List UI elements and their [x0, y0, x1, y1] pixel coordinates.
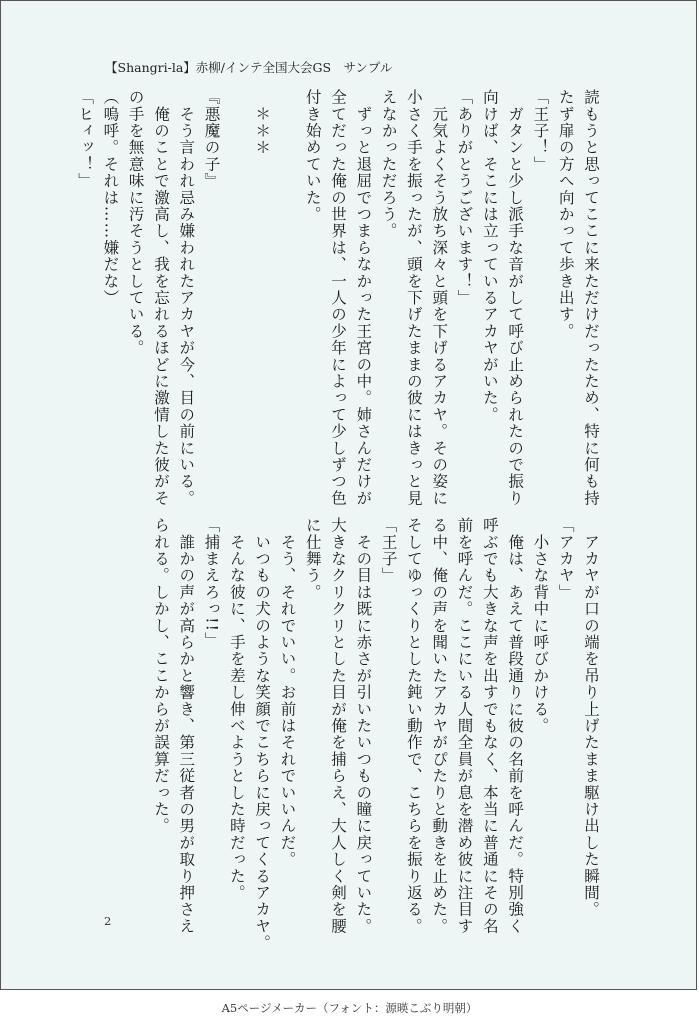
- text-column: その目は既に赤さが引いたいつもの瞳に戻っていた。: [354, 517, 373, 935]
- text-column: そしてゆっくりとした鈍い動作で、こちらを振り返る。: [404, 517, 423, 935]
- text-column: たず扉の方へ向かって歩き出す。: [556, 89, 575, 340]
- footer-credit: A5ページメーカー（フォント：源暎こぶり明朝）: [221, 1001, 478, 1015]
- text-column: に仕舞う。: [303, 517, 322, 601]
- text-column: 小さな背中に呼びかける。: [531, 517, 550, 735]
- text-column: 「捕まえろっ!!」: [202, 517, 221, 649]
- text-column: アカヤが口の端を吊り上げたまま駆け出した瞬間。: [582, 517, 600, 918]
- text-column: [224, 89, 249, 489]
- text-column: そんな彼に、手を差し伸べようとした時だった。: [227, 517, 246, 902]
- text-column: 小さく手を振ったが、頭を下げたままの彼にはきっと見: [404, 89, 423, 507]
- text-column: 「王子」: [379, 517, 398, 584]
- text-column: いつもの犬のような笑顔でこちらに戻ってくるアカヤ。: [253, 517, 272, 952]
- text-column: の手を無意味に汚そうとしている。: [126, 89, 145, 357]
- text-column: 前を呼んだ。ここにいる人間全員が息を潜め彼に注目す: [455, 517, 474, 935]
- text-column: 「アカヤ」: [556, 517, 575, 601]
- text-column: 大きなクリクリとした目が俺を捕らえ、大人しく剣を腰: [329, 517, 348, 935]
- text-block-upper: [72, 89, 603, 507]
- text-column: 向けば、そこには立っているアカヤがいた。: [480, 89, 499, 423]
- text-column: ガタンと少し派手な音がして呼び止められたので振り: [506, 89, 525, 507]
- text-column: る中、俺の声を聞いたアカヤがぴたりと動きを止めた。: [430, 517, 449, 935]
- text-column: [274, 89, 299, 489]
- text-column: 「王子！」: [531, 89, 550, 173]
- text-column: えなかっただろう。: [379, 89, 398, 240]
- text-column: 誰かの声が高らかと響き、第三従者の男が取り押さえ: [177, 517, 196, 935]
- text-column: 元気よくそう放ち深々と頭を下げるアカヤ。その姿に: [430, 89, 449, 507]
- text-column: 呼ぶでも大きな声を出すでもなく、本当に普通にその名: [480, 517, 499, 935]
- text-column: 読もうと思ってここに来ただけだったため、特に何も持: [582, 89, 600, 507]
- text-column: 俺は、あえて普段通りに彼の名前を呼んだ。特別強く: [506, 517, 525, 935]
- text-column: 全てだった俺の世界は、一人の少年によって少しずつ色: [329, 89, 348, 507]
- text-column: ずっと退屈でつまらなかった王宮の中。姉さんだけが: [354, 89, 373, 507]
- text-column: 「ヒィッ！」: [76, 89, 95, 190]
- text-column: （嗚呼。それは……嫌だな）: [101, 89, 120, 307]
- text-column: ＊＊＊: [253, 89, 272, 156]
- text-column: 付き始めていた。: [303, 89, 322, 223]
- text-column: そう言われ忌み嫌われたアカヤが今、目の前にいる。: [177, 89, 196, 507]
- text-column: 「ありがとうございます！」: [455, 89, 474, 307]
- text-column: 『悪魔の子』: [202, 89, 221, 190]
- page-header: 【Shangri-la】赤柳/インテ全国大会GS サンプル: [105, 60, 393, 75]
- text-column: そう、それでいい。お前はそれでいいんだ。: [278, 517, 297, 868]
- page-number: 2: [104, 914, 112, 928]
- text-column: 俺のことで激高し、我を忘れるほどに激情した彼がそ: [151, 89, 170, 507]
- text-block-lower: [148, 517, 603, 952]
- text-column: られる。しかし、ここからが誤算だった。: [151, 517, 170, 835]
